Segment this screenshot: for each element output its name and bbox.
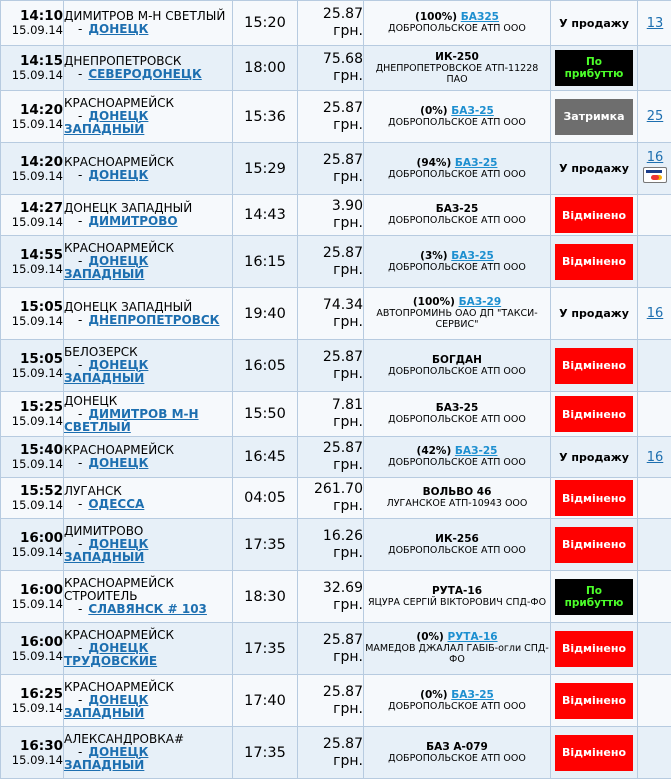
price-value: 25.87 — [298, 6, 363, 23]
status-badge: Відмінено — [555, 735, 633, 771]
route-cell: БЕЛОЗЕРСК - ДОНЕЦК ЗАПАДНЫЙ — [64, 340, 233, 392]
seats-link[interactable]: 16 — [647, 150, 664, 165]
price-value: 25.87 — [298, 245, 363, 262]
departure-cell — [1, 46, 64, 91]
trip-row — [1, 46, 671, 91]
price-value: 75.68 — [298, 51, 363, 68]
route-destination-link[interactable]: ДОНЕЦК ЗАПАДНЫЙ — [64, 537, 148, 564]
trip-row — [1, 236, 671, 288]
departure-cell — [1, 519, 64, 571]
carrier-name: ДОБРОПОЛЬСКОЕ АТП ООО — [364, 545, 550, 556]
bus-model: БАЗ-25 — [436, 402, 479, 414]
route-cell: КРАСНОАРМЕЙСК - ДОНЕЦК ЗАПАДНЫЙ — [64, 236, 233, 288]
status-badge: Відмінено — [555, 631, 633, 667]
bus-cell — [364, 288, 551, 340]
departure-time: 14:20 — [1, 103, 63, 118]
status-badge: По прибуттю — [555, 579, 633, 615]
carrier-name: АВТОПРОМИНЬ ОАО ДП "ТАКСИ-СЕРВИС" — [364, 308, 550, 330]
status-cell — [551, 91, 638, 143]
bus-model: БАЗ А-079 — [426, 741, 488, 753]
price-currency: грн. — [298, 753, 363, 770]
trip-row — [1, 519, 671, 571]
departure-date: 15.09.14 — [1, 367, 64, 380]
departure-cell — [1, 1, 64, 46]
bus-model-link[interactable]: БАЗ25 — [461, 11, 499, 23]
bus-cell — [364, 195, 551, 236]
departure-cell — [1, 675, 64, 727]
occupancy-percent: (100%) — [415, 11, 457, 23]
arrival-time: 04:05 — [233, 478, 298, 519]
departure-cell — [1, 571, 64, 623]
seats-cell — [638, 519, 671, 571]
occupancy-percent: (42%) — [417, 445, 452, 457]
trip-row — [1, 675, 671, 727]
arrival-time: 18:00 — [233, 46, 298, 91]
arrival-time: 16:15 — [233, 236, 298, 288]
seats-cell — [638, 727, 671, 779]
price-value: 25.87 — [298, 349, 363, 366]
route-cell: КРАСНОАРМЕЙСК СТРОИТЕЛЬ - СЛАВЯНСК # 103 — [64, 571, 233, 623]
status-cell — [551, 519, 638, 571]
price-cell — [298, 195, 364, 236]
trip-row — [1, 195, 671, 236]
departure-time: 14:55 — [1, 248, 63, 263]
departure-time: 14:10 — [1, 9, 63, 24]
bus-cell — [364, 340, 551, 392]
route-destination-link[interactable]: ДОНЕЦК ЗАПАДНЫЙ — [64, 745, 148, 772]
departure-cell — [1, 91, 64, 143]
route-cell: ДНЕПРОПЕТРОВСК - СЕВЕРОДОНЕЦК — [64, 46, 233, 91]
departure-time: 14:27 — [1, 201, 63, 216]
bus-model: БОГДАН — [432, 354, 482, 366]
arrival-time: 16:05 — [233, 340, 298, 392]
price-value: 25.87 — [298, 632, 363, 649]
occupancy-percent: (0%) — [416, 631, 443, 643]
carrier-name: ДОБРОПОЛЬСКОЕ АТП ООО — [364, 753, 550, 764]
seats-cell — [638, 236, 671, 288]
seats-cell — [638, 571, 671, 623]
seats-cell — [638, 623, 671, 675]
bus-model-link[interactable]: БАЗ-25 — [455, 445, 498, 457]
price-value: 74.34 — [298, 297, 363, 314]
price-value: 25.87 — [298, 684, 363, 701]
carrier-name: ДНЕПРОПЕТРОВСКОЕ АТП-11228 ПАО — [364, 63, 550, 85]
arrival-time: 17:35 — [233, 727, 298, 779]
route-destination-link[interactable]: ДОНЕЦК — [88, 22, 148, 36]
carrier-name: ДОБРОПОЛЬСКОЕ АТП ООО — [364, 262, 550, 273]
departure-date: 15.09.14 — [1, 546, 64, 559]
status-badge: Відмінено — [555, 683, 633, 719]
route-cell: КРАСНОАРМЕЙСК - ДОНЕЦК ЗАПАДНЫЙ — [64, 675, 233, 727]
route-destination-link[interactable]: ДОНЕЦК ТРУДОВСКИЕ — [64, 641, 157, 668]
route-origin: ДОНЕЦК ЗАПАДНЫЙ — [64, 202, 232, 215]
departure-cell — [1, 727, 64, 779]
departure-time: 16:00 — [1, 635, 63, 650]
price-cell — [298, 340, 364, 392]
bus-model-link[interactable]: БАЗ-25 — [455, 157, 498, 169]
seats-link[interactable]: 16 — [647, 306, 664, 321]
route-destination-link[interactable]: ДОНЕЦК ЗАПАДНЫЙ — [64, 109, 148, 136]
route-cell: ДИМИТРОВО - ДОНЕЦК ЗАПАДНЫЙ — [64, 519, 233, 571]
price-value: 3.90 — [298, 198, 363, 215]
status-badge: Відмінено — [555, 197, 633, 233]
price-value: 25.87 — [298, 152, 363, 169]
trip-row — [1, 288, 671, 340]
price-cell — [298, 236, 364, 288]
departure-time: 15:40 — [1, 443, 63, 458]
route-cell: КРАСНОАРМЕЙСК - ДОНЕЦК — [64, 143, 233, 195]
price-value: 25.87 — [298, 100, 363, 117]
price-cell — [298, 623, 364, 675]
credit-card-icon[interactable] — [643, 167, 667, 183]
departure-cell — [1, 195, 64, 236]
seats-cell — [638, 478, 671, 519]
bus-cell — [364, 236, 551, 288]
route-destination-link[interactable]: ДОНЕЦК ЗАПАДНЫЙ — [64, 693, 148, 720]
arrival-time: 17:40 — [233, 675, 298, 727]
price-value: 25.87 — [298, 736, 363, 753]
route-destination-link[interactable]: ДОНЕЦК ЗАПАДНЫЙ — [64, 254, 148, 281]
price-currency: грн. — [298, 23, 363, 40]
arrival-time: 14:43 — [233, 195, 298, 236]
departure-cell — [1, 340, 64, 392]
departure-cell — [1, 478, 64, 519]
departure-date: 15.09.14 — [1, 315, 64, 328]
departure-date: 15.09.14 — [1, 754, 64, 767]
carrier-name: ДОБРОПОЛЬСКОЕ АТП ООО — [364, 414, 550, 425]
price-cell — [298, 675, 364, 727]
bus-model: ВОЛЬВО 46 — [423, 486, 492, 498]
trip-row — [1, 91, 671, 143]
status-cell — [551, 340, 638, 392]
departure-date: 15.09.14 — [1, 499, 64, 512]
route-origin: БЕЛОЗЕРСК — [64, 346, 232, 359]
route-cell: ЛУГАНСК - ОДЕССА — [64, 478, 233, 519]
price-currency: грн. — [298, 545, 363, 562]
price-cell — [298, 437, 364, 478]
status-cell — [551, 143, 638, 195]
status-badge: По прибуттю — [555, 50, 633, 86]
arrival-time: 15:50 — [233, 392, 298, 437]
price-cell — [298, 46, 364, 91]
seats-cell — [638, 91, 671, 143]
arrival-time: 17:35 — [233, 623, 298, 675]
carrier-name: ЯЦУРА СЕРГІЙ ВІКТОРОВИЧ СПД-ФО — [364, 597, 550, 608]
route-destination-link[interactable]: ДНЕПРОПЕТРОВСК — [88, 313, 219, 327]
price-currency: грн. — [298, 701, 363, 718]
bus-cell — [364, 623, 551, 675]
route-cell: ДОНЕЦК ЗАПАДНЫЙ - ДНЕПРОПЕТРОВСК — [64, 288, 233, 340]
bus-model: БАЗ-25 — [436, 203, 479, 215]
arrival-time: 15:36 — [233, 91, 298, 143]
departure-date: 15.09.14 — [1, 458, 64, 471]
bus-cell — [364, 91, 551, 143]
status-badge: У продажу — [551, 437, 637, 477]
bus-cell — [364, 727, 551, 779]
price-currency: грн. — [298, 366, 363, 383]
departure-time: 15:25 — [1, 400, 63, 415]
route-origin: ДОНЕЦК ЗАПАДНЫЙ — [64, 301, 232, 314]
trip-row — [1, 623, 671, 675]
departure-date: 15.09.14 — [1, 650, 64, 663]
route-destination-link[interactable]: СЕВЕРОДОНЕЦК — [88, 67, 201, 81]
departure-date: 15.09.14 — [1, 216, 64, 229]
route-cell: ДИМИТРОВ М-Н СВЕТЛЫЙ - ДОНЕЦК — [64, 1, 233, 46]
status-cell — [551, 571, 638, 623]
trip-row — [1, 340, 671, 392]
price-currency: грн. — [298, 215, 363, 232]
route-cell: АЛЕКСАНДРОВКА# - ДОНЕЦК ЗАПАДНЫЙ — [64, 727, 233, 779]
seats-cell — [638, 288, 671, 340]
carrier-name: ДОБРОПОЛЬСКОЕ АТП ООО — [364, 701, 550, 712]
bus-cell — [364, 519, 551, 571]
route-origin: КРАСНОАРМЕЙСК — [64, 97, 232, 110]
price-currency: грн. — [298, 68, 363, 85]
price-currency: грн. — [298, 262, 363, 279]
route-origin: КРАСНОАРМЕЙСК — [64, 629, 232, 642]
bus-cell — [364, 478, 551, 519]
route-origin: КРАСНОАРМЕЙСК — [64, 156, 232, 169]
status-cell — [551, 195, 638, 236]
arrival-time: 15:20 — [233, 1, 298, 46]
route-origin: КРАСНОАРМЕЙСК — [64, 444, 232, 457]
route-destination-link[interactable]: ДОНЕЦК — [88, 168, 148, 182]
bus-model: ИК-250 — [435, 51, 479, 63]
bus-model-link[interactable]: РУТА-16 — [448, 631, 498, 643]
carrier-name: ДОБРОПОЛЬСКОЕ АТП ООО — [364, 366, 550, 377]
trip-row — [1, 571, 671, 623]
departure-time: 15:05 — [1, 352, 63, 367]
departure-date: 15.09.14 — [1, 415, 64, 428]
occupancy-percent: (100%) — [413, 296, 455, 308]
status-cell — [551, 236, 638, 288]
carrier-name: МАМЕДОВ ДЖАЛАЛ ГАБІБ-огли СПД-ФО — [364, 643, 550, 665]
price-cell — [298, 143, 364, 195]
route-cell: КРАСНОАРМЕЙСК - ДОНЕЦК ЗАПАДНЫЙ — [64, 91, 233, 143]
status-cell — [551, 288, 638, 340]
route-cell: ДОНЕЦК ЗАПАДНЫЙ - ДИМИТРОВО — [64, 195, 233, 236]
departure-cell — [1, 623, 64, 675]
departure-cell — [1, 288, 64, 340]
trip-row — [1, 1, 671, 46]
bus-model-link[interactable]: БАЗ-25 — [451, 105, 494, 117]
carrier-name: ДОБРОПОЛЬСКОЕ АТП ООО — [364, 169, 550, 180]
trip-row — [1, 392, 671, 437]
occupancy-percent: (0%) — [420, 689, 447, 701]
price-cell — [298, 478, 364, 519]
price-currency: грн. — [298, 649, 363, 666]
price-currency: грн. — [298, 314, 363, 331]
bus-model-link[interactable]: БАЗ-25 — [451, 250, 494, 262]
departure-cell — [1, 437, 64, 478]
arrival-time: 19:40 — [233, 288, 298, 340]
price-currency: грн. — [298, 597, 363, 614]
status-badge: У продажу — [551, 149, 637, 189]
carrier-name: ЛУГАНСКОЕ АТП-10943 ООО — [364, 498, 550, 509]
arrival-time: 18:30 — [233, 571, 298, 623]
route-origin: ДНЕПРОПЕТРОВСК — [64, 55, 232, 68]
carrier-name: ДОБРОПОЛЬСКОЕ АТП ООО — [364, 215, 550, 226]
seats-cell — [638, 437, 671, 478]
status-badge: Відмінено — [555, 244, 633, 280]
price-currency: грн. — [298, 169, 363, 186]
route-destination-link[interactable]: ДОНЕЦК ЗАПАДНЫЙ — [64, 358, 148, 385]
seats-link[interactable]: 16 — [647, 450, 664, 465]
route-cell: КРАСНОАРМЕЙСК - ДОНЕЦК ТРУДОВСКИЕ — [64, 623, 233, 675]
departure-time: 14:15 — [1, 54, 63, 69]
seats-cell — [638, 143, 671, 195]
status-cell — [551, 392, 638, 437]
seats-link[interactable]: 13 — [647, 16, 664, 31]
status-cell — [551, 437, 638, 478]
route-origin: КРАСНОАРМЕЙСК СТРОИТЕЛЬ — [64, 577, 232, 603]
price-currency: грн. — [298, 414, 363, 431]
status-badge: Відмінено — [555, 480, 633, 516]
status-cell — [551, 623, 638, 675]
price-cell — [298, 727, 364, 779]
seats-cell — [638, 195, 671, 236]
departure-time: 16:00 — [1, 531, 63, 546]
route-destination-link[interactable]: ДОНЕЦК — [88, 456, 148, 470]
occupancy-percent: (3%) — [420, 250, 447, 262]
status-cell — [551, 1, 638, 46]
departure-date: 15.09.14 — [1, 118, 64, 131]
arrival-time: 17:35 — [233, 519, 298, 571]
departure-date: 15.09.14 — [1, 263, 64, 276]
route-destination-link[interactable]: ОДЕССА — [88, 497, 144, 511]
bus-cell — [364, 46, 551, 91]
bus-cell — [364, 1, 551, 46]
status-badge: У продажу — [551, 294, 637, 334]
departure-date: 15.09.14 — [1, 69, 64, 82]
status-cell — [551, 46, 638, 91]
departure-date: 15.09.14 — [1, 24, 64, 37]
trip-row — [1, 727, 671, 779]
seats-cell — [638, 392, 671, 437]
route-origin: ЛУГАНСК — [64, 485, 232, 498]
status-badge: Відмінено — [555, 527, 633, 563]
status-cell — [551, 675, 638, 727]
seats-link[interactable]: 25 — [647, 109, 664, 124]
departure-cell — [1, 392, 64, 437]
price-value: 32.69 — [298, 580, 363, 597]
departure-time: 15:05 — [1, 300, 63, 315]
route-origin: КРАСНОАРМЕЙСК — [64, 681, 232, 694]
price-value: 16.26 — [298, 528, 363, 545]
route-destination-link[interactable]: СЛАВЯНСК # 103 — [88, 602, 207, 616]
trip-row — [1, 478, 671, 519]
bus-model-link[interactable]: БАЗ-29 — [459, 296, 502, 308]
price-value: 261.70 — [298, 481, 363, 498]
bus-model: ИК-256 — [435, 533, 479, 545]
status-badge: У продажу — [551, 3, 637, 43]
price-cell — [298, 1, 364, 46]
price-currency: грн. — [298, 498, 363, 515]
price-currency: грн. — [298, 457, 363, 474]
status-badge: Відмінено — [555, 396, 633, 432]
status-cell — [551, 478, 638, 519]
status-badge: Затримка — [555, 99, 633, 135]
departure-cell — [1, 143, 64, 195]
seats-cell — [638, 675, 671, 727]
arrival-time: 15:29 — [233, 143, 298, 195]
route-destination-link[interactable]: ДИМИТРОВ М-Н СВЕТЛЫЙ — [64, 407, 199, 434]
bus-cell — [364, 392, 551, 437]
departure-time: 16:00 — [1, 583, 63, 598]
price-cell — [298, 519, 364, 571]
occupancy-percent: (94%) — [417, 157, 452, 169]
departure-date: 15.09.14 — [1, 170, 64, 183]
price-cell — [298, 392, 364, 437]
arrival-time: 16:45 — [233, 437, 298, 478]
route-origin: АЛЕКСАНДРОВКА# — [64, 733, 232, 746]
departure-cell — [1, 236, 64, 288]
bus-cell — [364, 143, 551, 195]
seats-cell — [638, 46, 671, 91]
bus-cell — [364, 571, 551, 623]
departure-time: 14:20 — [1, 155, 63, 170]
occupancy-percent: (0%) — [420, 105, 447, 117]
trip-row — [1, 143, 671, 195]
price-cell — [298, 288, 364, 340]
departure-date: 15.09.14 — [1, 702, 64, 715]
trip-row — [1, 437, 671, 478]
seats-cell — [638, 1, 671, 46]
route-origin: ДИМИТРОВО — [64, 525, 232, 538]
price-value: 25.87 — [298, 440, 363, 457]
route-origin: КРАСНОАРМЕЙСК — [64, 242, 232, 255]
route-origin: ДИМИТРОВ М-Н СВЕТЛЫЙ — [64, 10, 232, 23]
route-cell: ДОНЕЦК - ДИМИТРОВ М-Н СВЕТЛЫЙ — [64, 392, 233, 437]
price-cell — [298, 571, 364, 623]
departure-date: 15.09.14 — [1, 598, 64, 611]
price-cell — [298, 91, 364, 143]
status-cell — [551, 727, 638, 779]
carrier-name: ДОБРОПОЛЬСКОЕ АТП ООО — [364, 457, 550, 468]
bus-cell — [364, 437, 551, 478]
seats-cell — [638, 340, 671, 392]
bus-model-link[interactable]: БАЗ-25 — [451, 689, 494, 701]
route-origin: ДОНЕЦК — [64, 395, 232, 408]
status-badge: Відмінено — [555, 348, 633, 384]
price-currency: грн. — [298, 117, 363, 134]
route-cell: КРАСНОАРМЕЙСК - ДОНЕЦК — [64, 437, 233, 478]
carrier-name: ДОБРОПОЛЬСКОЕ АТП ООО — [364, 23, 550, 34]
bus-model: РУТА-16 — [432, 585, 482, 597]
departure-time: 16:30 — [1, 739, 63, 754]
schedule-rows — [1, 1, 671, 779]
departure-time: 16:25 — [1, 687, 63, 702]
price-value: 7.81 — [298, 397, 363, 414]
carrier-name: ДОБРОПОЛЬСКОЕ АТП ООО — [364, 117, 550, 128]
route-destination-link[interactable]: ДИМИТРОВО — [88, 214, 177, 228]
departure-time: 15:52 — [1, 484, 63, 499]
bus-cell — [364, 675, 551, 727]
